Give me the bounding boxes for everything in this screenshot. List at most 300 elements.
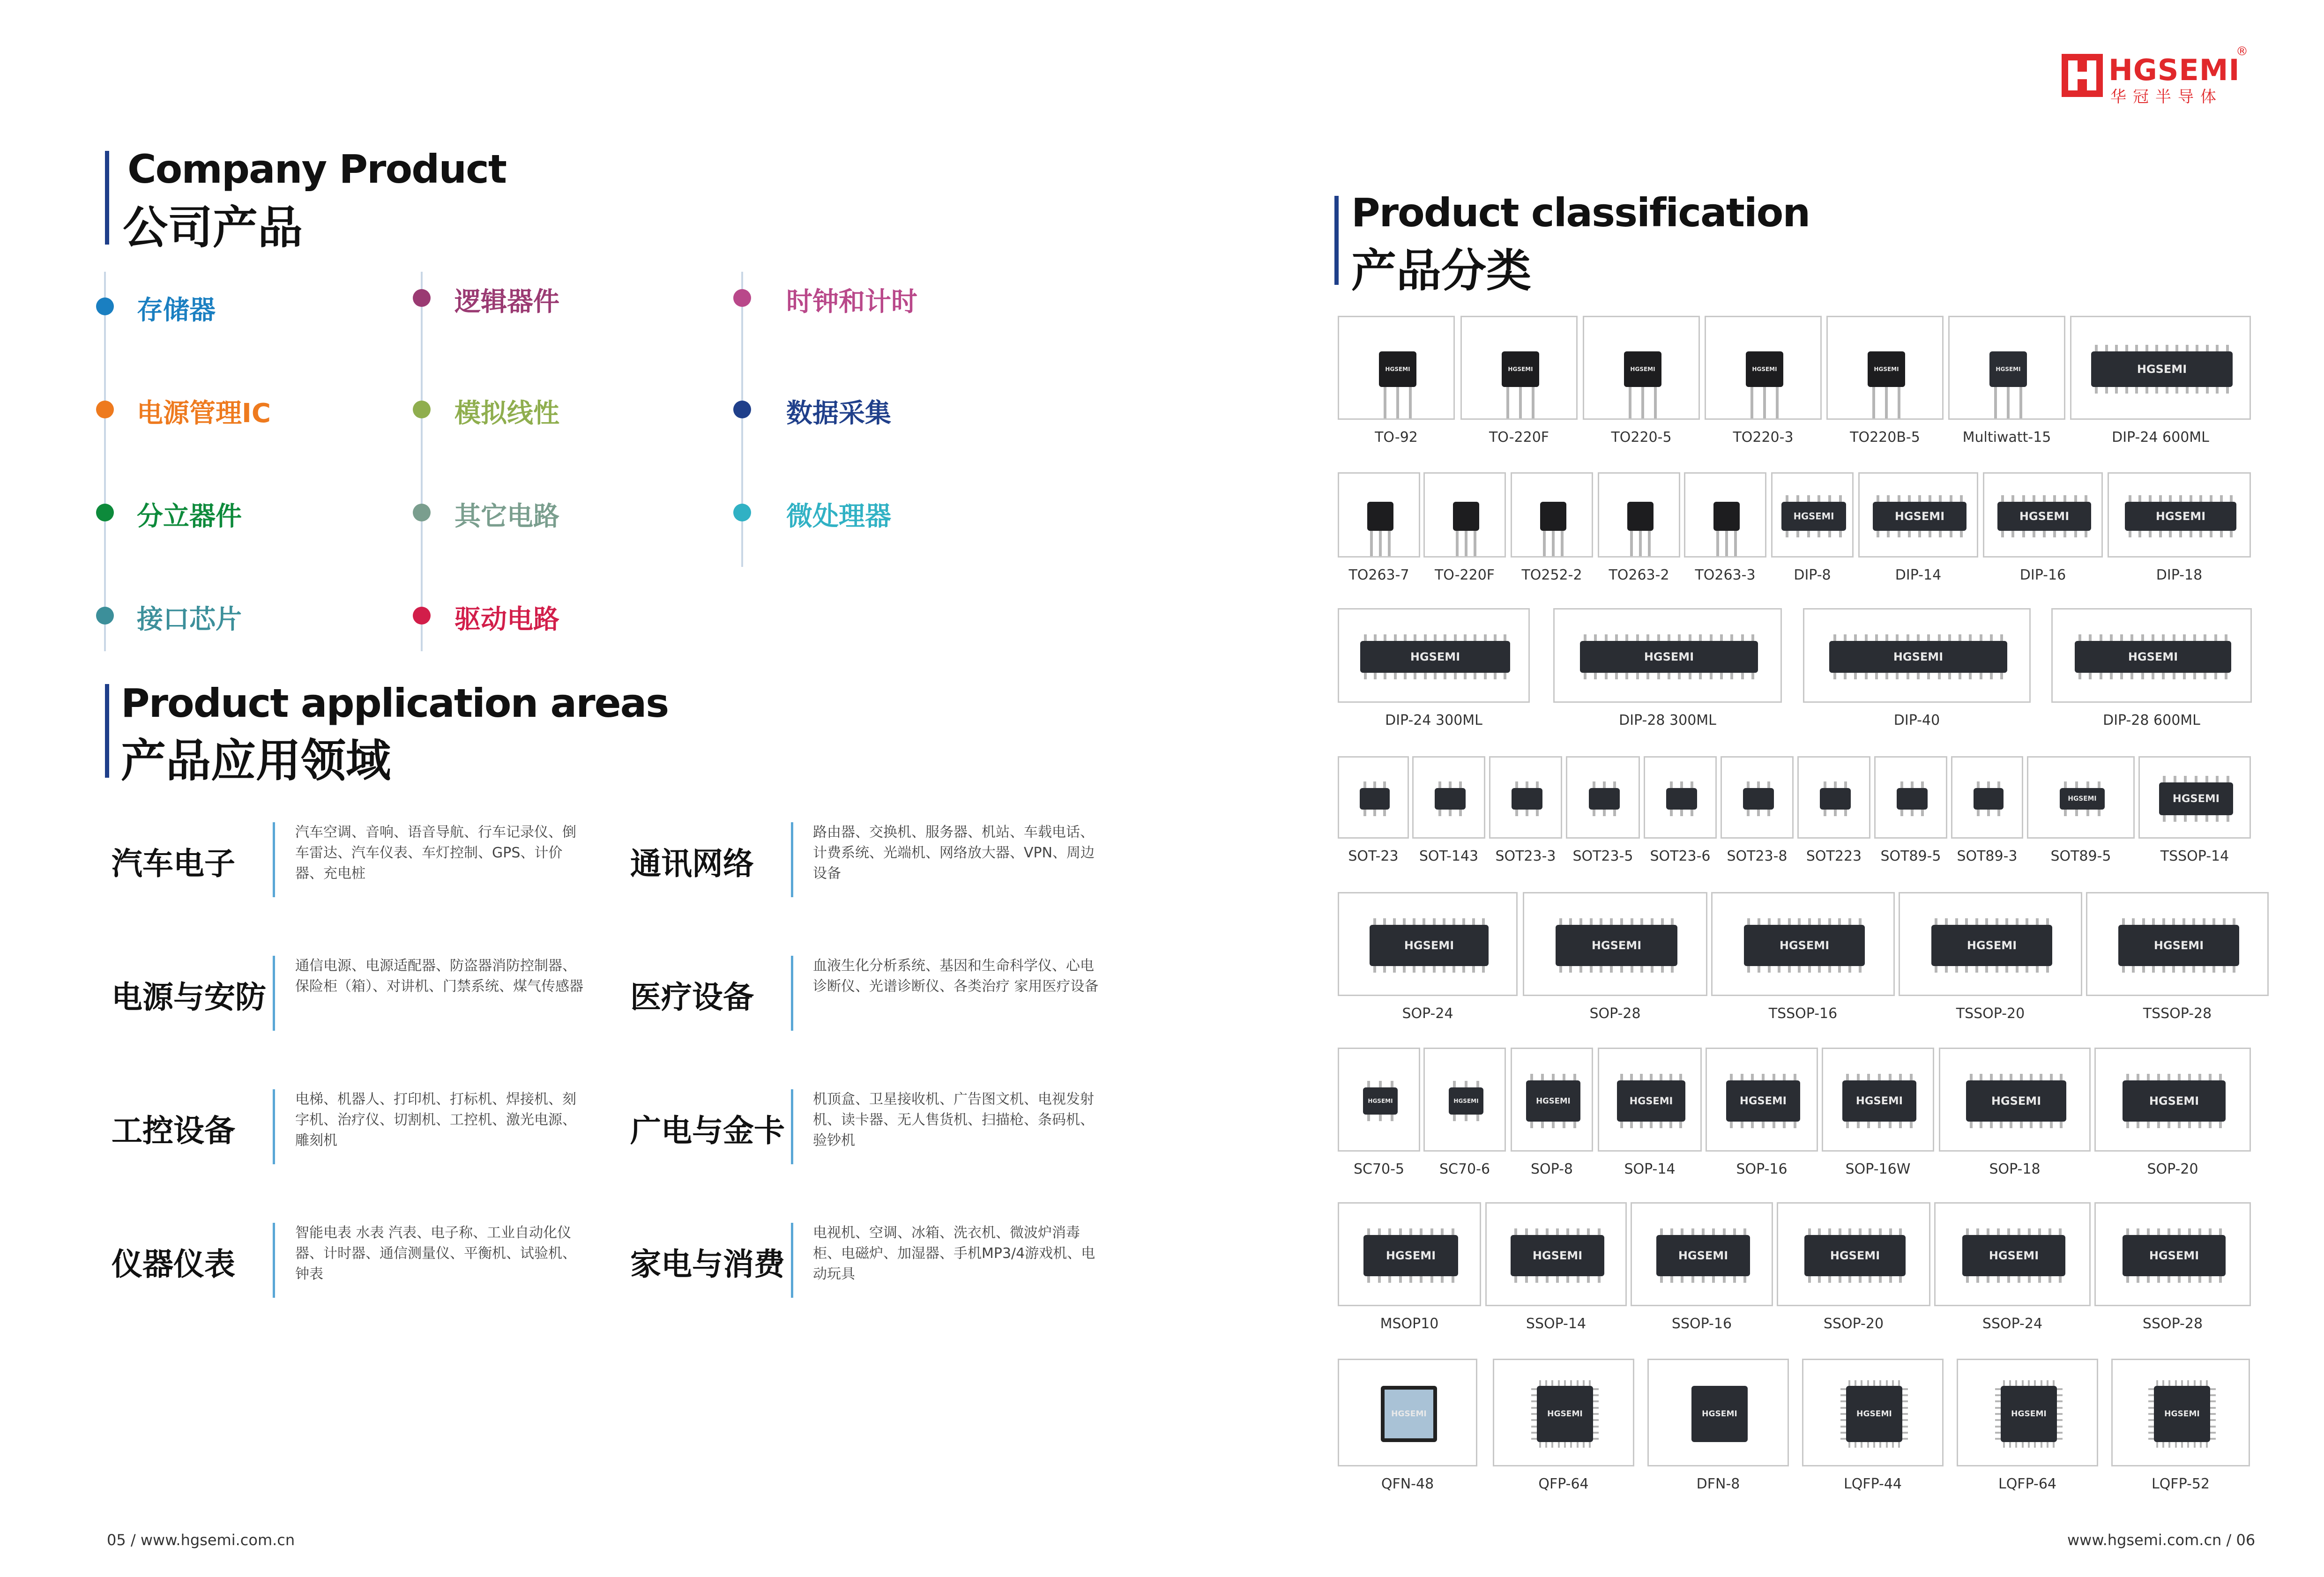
package-pin xyxy=(2075,781,2078,788)
package-pin xyxy=(1396,387,1399,420)
category-driver[interactable]: 驱动电路 xyxy=(454,604,559,635)
package-pin xyxy=(2115,387,2118,394)
product-package-card[interactable] xyxy=(1631,1202,1773,1339)
package-pin xyxy=(1379,531,1382,558)
package-image xyxy=(1598,472,1680,558)
product-package-card[interactable] xyxy=(1493,1359,1634,1499)
package-pin xyxy=(1886,1380,1888,1386)
product-package-card[interactable] xyxy=(1338,316,1455,453)
product-package-card[interactable] xyxy=(1797,756,1870,871)
package-pin xyxy=(2085,531,2087,537)
product-package-card[interactable] xyxy=(1511,1048,1593,1184)
package-pin xyxy=(2057,1413,2063,1415)
package-pin xyxy=(1966,1276,1969,1283)
package-pin xyxy=(1573,1074,1576,1080)
package-pin xyxy=(2040,1074,2042,1080)
product-package-card[interactable] xyxy=(1583,316,1700,453)
package-pin xyxy=(1995,1394,2001,1396)
chip-logo-text: HGSEMI xyxy=(1547,1409,1583,1419)
package-label: TO220-3 xyxy=(1733,429,1794,446)
package-pin xyxy=(1840,1438,1846,1440)
package-pin xyxy=(1990,634,1993,641)
category-clock-timing[interactable]: 时钟和计时 xyxy=(786,287,917,317)
package-image xyxy=(1493,1359,1634,1466)
package-pin xyxy=(1464,634,1467,641)
package-pin xyxy=(1594,634,1597,641)
package-pin xyxy=(2060,1074,2063,1080)
package-pin xyxy=(2105,387,2108,394)
package-pin xyxy=(1383,966,1386,973)
package-pin xyxy=(2179,531,2182,537)
package-pin xyxy=(1679,1074,1682,1080)
package-pin xyxy=(1414,673,1416,679)
chip-logo-text: HGSEMI xyxy=(1855,1094,1903,1107)
package-pin xyxy=(1898,1380,1900,1386)
package-pin xyxy=(1433,918,1436,925)
package-pin xyxy=(2188,1276,2191,1283)
chip-logo-text: HGSEMI xyxy=(2011,1409,2047,1419)
package-pin xyxy=(1506,387,1509,420)
package-pin xyxy=(1438,781,1441,788)
package-pin xyxy=(1373,966,1376,973)
package-pin xyxy=(2168,1276,2170,1283)
chip-body xyxy=(1381,1386,1437,1442)
package-label: SSOP-28 xyxy=(2142,1316,2203,1332)
package-pin xyxy=(1462,966,1465,973)
package-pin xyxy=(1818,1276,1821,1283)
package-pin xyxy=(1899,1122,1902,1128)
package-pin xyxy=(1598,1276,1601,1283)
package-pin xyxy=(1384,673,1386,679)
product-package-card[interactable] xyxy=(1822,1048,1934,1184)
product-package-card[interactable] xyxy=(1721,756,1794,871)
package-pin xyxy=(1441,1228,1444,1235)
product-package-card[interactable] xyxy=(1874,756,1947,871)
chip-body xyxy=(1537,1386,1593,1442)
chip-body xyxy=(2118,925,2239,967)
package-pin xyxy=(2233,918,2235,925)
product-package-card[interactable] xyxy=(1957,1359,2098,1499)
package-pin xyxy=(2173,673,2175,679)
package-pin xyxy=(1840,1432,1846,1434)
package-pin xyxy=(1857,1122,1860,1128)
package-pin xyxy=(2162,673,2165,679)
package-pin xyxy=(1869,1276,1871,1283)
package-pin xyxy=(2126,1122,2129,1128)
category-other-circuits[interactable]: 其它电路 xyxy=(454,501,559,532)
category-data-acquisition[interactable]: 数据采集 xyxy=(786,398,891,429)
package-image xyxy=(1948,316,2065,420)
package-pin xyxy=(2047,1380,2048,1386)
package-pin xyxy=(1593,1388,1599,1390)
package-pin xyxy=(2053,495,2056,502)
product-package-card[interactable] xyxy=(1423,472,1506,590)
package-pin xyxy=(1577,1228,1579,1235)
package-pin xyxy=(2147,1122,2150,1128)
product-package-card[interactable] xyxy=(1598,472,1680,590)
package-image xyxy=(2027,756,2135,839)
product-package-card[interactable] xyxy=(1684,472,1766,590)
product-package-card[interactable] xyxy=(2111,1359,2250,1499)
package-pin xyxy=(2053,1442,2055,1448)
package-pin xyxy=(2018,1228,2020,1235)
package-pin xyxy=(2057,1407,2063,1409)
chip-body xyxy=(1966,1080,2066,1122)
package-pin xyxy=(2152,673,2154,679)
package-pin xyxy=(1839,1228,1841,1235)
package-pin xyxy=(1556,1228,1559,1235)
package-pin xyxy=(1566,1276,1569,1283)
package-pin xyxy=(2141,673,2144,679)
package-pin xyxy=(1620,918,1623,925)
package-pin xyxy=(2190,531,2192,537)
package-pin xyxy=(1720,673,1723,679)
package-pin xyxy=(1593,1432,1599,1434)
package-pin xyxy=(2141,634,2144,641)
product-package-card[interactable] xyxy=(2027,756,2135,871)
chip-body xyxy=(1526,1080,1580,1122)
package-pin xyxy=(1762,1074,1765,1080)
product-package-card[interactable] xyxy=(1771,472,1854,590)
product-package-card[interactable] xyxy=(1460,316,1578,453)
package-pin xyxy=(2038,1276,2041,1283)
product-package-card[interactable] xyxy=(1338,472,1420,590)
product-package-card[interactable] xyxy=(1706,1048,1818,1184)
package-pin xyxy=(2216,776,2219,782)
chip-logo-text: HGSEMI xyxy=(2153,938,2204,952)
package-pin xyxy=(1987,1228,1989,1235)
product-package-card[interactable] xyxy=(1523,892,1707,1029)
category-power-management[interactable]: 电源管理IC xyxy=(137,398,271,429)
product-package-card[interactable] xyxy=(1598,1048,1702,1184)
package-label: TSSOP-16 xyxy=(1768,1005,1838,1022)
package-image xyxy=(1711,892,1895,996)
package-pin xyxy=(1828,495,1831,502)
package-image xyxy=(1566,756,1640,839)
package-pin xyxy=(1985,918,1988,925)
package-pin xyxy=(1434,673,1437,679)
chip-body xyxy=(1370,925,1488,967)
chip-body xyxy=(1453,502,1479,531)
product-package-card[interactable] xyxy=(2070,316,2251,453)
product-package-card[interactable] xyxy=(1566,756,1640,871)
package-pin xyxy=(1873,1380,1875,1386)
package-label: SOP-18 xyxy=(1989,1161,2041,1177)
package-pin xyxy=(1927,634,1930,641)
product-package-card[interactable] xyxy=(1338,1359,1477,1499)
product-classification-title-cn: 产品分类 xyxy=(1351,245,1531,297)
package-pin xyxy=(1484,634,1487,641)
category-dot xyxy=(96,607,114,625)
product-package-card[interactable] xyxy=(1489,756,1562,871)
package-pin xyxy=(1896,673,1899,679)
package-pin xyxy=(1900,810,1903,816)
package-pin xyxy=(2175,387,2178,394)
product-package-card[interactable] xyxy=(1644,756,1717,871)
package-pin xyxy=(1796,531,1799,537)
package-pin xyxy=(2028,1228,2031,1235)
chip-body xyxy=(1666,788,1697,810)
package-pin xyxy=(2005,918,2008,925)
package-pin xyxy=(1917,673,1920,679)
package-pin xyxy=(1885,673,1888,679)
package-pin xyxy=(1892,1442,1894,1448)
category-logic[interactable]: 逻辑器件 xyxy=(454,287,559,317)
package-pin xyxy=(1723,1276,1726,1283)
package-pin xyxy=(1593,1438,1599,1440)
package-pin xyxy=(1600,918,1602,925)
package-image xyxy=(1489,756,1562,839)
package-pin xyxy=(2000,1074,2003,1080)
package-label: TO263-2 xyxy=(1609,567,1669,583)
product-package-card[interactable] xyxy=(1338,1202,1481,1339)
package-pin xyxy=(2220,495,2223,502)
package-pin xyxy=(1559,966,1562,973)
product-package-card[interactable] xyxy=(1803,608,2031,736)
package-pin xyxy=(2043,495,2046,502)
package-pin xyxy=(1994,387,1997,420)
package-image xyxy=(1983,472,2103,558)
package-pin xyxy=(2016,966,2019,973)
package-image xyxy=(1598,1048,1702,1152)
package-pin xyxy=(2095,387,2098,394)
package-pin xyxy=(1921,781,1924,788)
package-pin xyxy=(2148,1413,2154,1415)
package-pin xyxy=(1454,634,1457,641)
package-pin xyxy=(1840,1407,1846,1409)
product-package-card[interactable] xyxy=(1485,1202,1627,1339)
product-package-card[interactable] xyxy=(2094,1202,2251,1339)
product-package-card[interactable] xyxy=(2094,1048,2251,1184)
package-pin xyxy=(1808,918,1811,925)
package-pin xyxy=(2028,1276,2031,1283)
package-pin xyxy=(1938,634,1941,641)
chip-body xyxy=(1713,502,1740,531)
product-package-card[interactable] xyxy=(1777,1202,1930,1339)
chip-logo-text: HGSEMI xyxy=(1702,1409,1737,1419)
package-pin xyxy=(1950,495,1952,502)
chip-logo-text: HGSEMI xyxy=(1989,1249,2039,1262)
package-pin xyxy=(1464,673,1467,679)
package-pin xyxy=(1938,673,1941,679)
package-pin xyxy=(1898,531,1900,537)
package-pin xyxy=(1605,673,1608,679)
application-divider xyxy=(791,1223,793,1298)
package-pin xyxy=(2169,495,2172,502)
package-pin xyxy=(1854,673,1857,679)
package-pin xyxy=(1536,810,1539,816)
application-description: 机顶盒、卫星接收机、广告图文机、电视发射机、读卡器、无人售货机、扫描枪、条码机、验钞机 xyxy=(813,1091,1094,1149)
product-package-card[interactable] xyxy=(1802,1359,1944,1499)
chip-body xyxy=(1897,788,1928,810)
package-label: SSOP-20 xyxy=(1823,1316,1884,1332)
package-pin xyxy=(1539,1380,1541,1386)
package-pin xyxy=(1710,634,1713,641)
application-divider xyxy=(791,956,793,1031)
chip-body xyxy=(1744,925,1865,967)
package-image xyxy=(1338,892,1518,996)
product-package-card[interactable] xyxy=(2108,472,2251,590)
product-package-card[interactable] xyxy=(1899,892,2082,1029)
package-pin xyxy=(1577,1442,1579,1448)
package-pin xyxy=(1788,918,1791,925)
package-pin xyxy=(1945,918,1948,925)
category-storage[interactable]: 存储器 xyxy=(137,295,216,326)
package-pin xyxy=(2050,1074,2053,1080)
package-pin xyxy=(2216,387,2219,394)
product-package-card[interactable] xyxy=(1338,892,1518,1029)
brand-name: HGSEMI xyxy=(2108,53,2240,87)
package-label: SOT23-8 xyxy=(1727,848,1788,864)
package-image xyxy=(1684,472,1766,558)
package-pin xyxy=(2110,673,2113,679)
product-package-card[interactable] xyxy=(1711,892,1895,1029)
package-pin xyxy=(1902,1419,1908,1421)
package-pin xyxy=(2178,1074,2181,1080)
package-pin xyxy=(1960,531,1963,537)
package-pin xyxy=(2178,1122,2181,1128)
product-package-card[interactable] xyxy=(2138,756,2251,871)
package-label: SOT23-6 xyxy=(1650,848,1711,864)
package-pin xyxy=(1583,1442,1585,1448)
package-pin xyxy=(1939,531,1942,537)
package-pin xyxy=(1730,634,1733,641)
category-discrete[interactable]: 分立器件 xyxy=(137,501,242,532)
product-package-card[interactable] xyxy=(1934,1202,2091,1339)
package-pin xyxy=(1747,810,1750,816)
package-pin xyxy=(1855,1442,1856,1448)
package-pin xyxy=(1898,387,1900,420)
category-analog-linear[interactable]: 模拟线性 xyxy=(454,398,559,429)
category-interface[interactable]: 接口芯片 xyxy=(137,604,242,635)
package-pin xyxy=(2022,1442,2024,1448)
package-pin xyxy=(1980,1074,1982,1080)
package-pin xyxy=(2098,810,2101,816)
chip-body xyxy=(1512,788,1542,810)
category-microprocessor[interactable]: 微处理器 xyxy=(786,501,891,532)
package-pin xyxy=(1818,918,1821,925)
chip-body xyxy=(1656,1235,1750,1277)
product-package-card[interactable] xyxy=(1705,316,1822,453)
package-pin xyxy=(1935,918,1937,925)
package-pin xyxy=(1444,673,1446,679)
product-package-card[interactable] xyxy=(1948,316,2065,453)
package-pin xyxy=(1552,531,1555,558)
application-divider xyxy=(273,1223,275,1298)
package-image xyxy=(1858,472,1978,558)
product-package-card[interactable] xyxy=(1826,316,1944,453)
package-pin xyxy=(1459,781,1462,788)
package-pin xyxy=(2147,1276,2150,1283)
package-pin xyxy=(1848,1276,1851,1283)
package-pin xyxy=(1878,1074,1881,1080)
package-label: SOT23-3 xyxy=(1495,848,1556,864)
package-pin xyxy=(1773,1122,1775,1128)
product-package-card[interactable] xyxy=(1338,1048,1420,1184)
package-pin xyxy=(1531,1388,1537,1390)
package-label: MSOP10 xyxy=(1380,1316,1439,1332)
package-pin xyxy=(1593,781,1595,788)
package-pin xyxy=(1889,1276,1892,1283)
package-pin xyxy=(1531,1432,1537,1434)
product-package-card[interactable] xyxy=(1423,1048,1506,1184)
package-image xyxy=(1583,316,1700,420)
package-pin xyxy=(1423,966,1425,973)
product-package-card[interactable] xyxy=(1858,472,1978,590)
package-pin xyxy=(2168,1122,2170,1128)
package-pin xyxy=(1587,1228,1590,1235)
package-pin xyxy=(1839,1276,1841,1283)
package-pin xyxy=(2046,966,2049,973)
category-dot xyxy=(96,401,114,418)
package-pin xyxy=(1465,1081,1467,1087)
product-package-card[interactable] xyxy=(2086,892,2269,1029)
application-divider xyxy=(273,956,275,1031)
product-package-card[interactable] xyxy=(1338,608,1530,736)
package-pin xyxy=(1691,810,1693,816)
chip-body xyxy=(1746,351,1783,387)
package-pin xyxy=(2120,634,2123,641)
chip-body xyxy=(1726,1080,1800,1122)
chip-logo-text: HGSEMI xyxy=(2149,1094,2199,1108)
chip-logo-text: HGSEMI xyxy=(1966,938,2017,952)
package-pin xyxy=(1584,634,1587,641)
product-package-card[interactable] xyxy=(1939,1048,2091,1184)
package-pin xyxy=(1768,966,1771,973)
package-pin xyxy=(2036,918,2039,925)
product-package-card[interactable] xyxy=(2051,608,2252,736)
category-dot xyxy=(96,298,114,315)
package-pin xyxy=(1363,781,1366,788)
package-pin xyxy=(2206,1442,2208,1448)
package-pin xyxy=(1808,1228,1811,1235)
package-pin xyxy=(1899,1074,1902,1080)
package-pin xyxy=(1378,1276,1381,1283)
package-pin xyxy=(1743,1276,1746,1283)
package-pin xyxy=(2057,1400,2063,1402)
package-pin xyxy=(1997,781,2000,788)
application-description: 路由器、交换机、服务器、机站、车载电话、计费系统、光端机、网络放大器、VPN、周边设备 xyxy=(813,824,1095,882)
product-package-card[interactable] xyxy=(1412,756,1485,871)
package-label: SOP-24 xyxy=(1402,1005,1453,1022)
package-label: DIP-24 600ML xyxy=(2112,429,2209,446)
product-package-card[interactable] xyxy=(1553,608,1782,736)
package-pin xyxy=(1879,1228,1882,1235)
product-package-card[interactable] xyxy=(1647,1359,1789,1499)
product-package-card[interactable] xyxy=(1511,472,1593,590)
product-package-card[interactable] xyxy=(1338,756,1409,871)
package-pin xyxy=(1734,531,1737,558)
package-image xyxy=(1338,756,1409,839)
chip-body xyxy=(1511,1235,1604,1277)
package-pin xyxy=(1997,1228,2000,1235)
chip-body xyxy=(1804,1235,1906,1277)
application-name: 家电与消费 xyxy=(630,1246,785,1282)
product-package-card[interactable] xyxy=(1983,472,2103,590)
package-pin xyxy=(1636,634,1639,641)
category-dot xyxy=(733,504,751,521)
product-package-card[interactable] xyxy=(1951,756,2023,871)
package-pin xyxy=(2188,1122,2191,1128)
package-pin xyxy=(2074,495,2077,502)
package-pin xyxy=(2011,531,2014,537)
package-pin xyxy=(2212,966,2215,973)
chip-logo-text: HGSEMI xyxy=(1629,1095,1673,1107)
package-image xyxy=(1460,316,1578,420)
package-pin xyxy=(1889,1228,1892,1235)
package-pin xyxy=(1867,1380,1869,1386)
chip-body xyxy=(1449,1087,1483,1115)
